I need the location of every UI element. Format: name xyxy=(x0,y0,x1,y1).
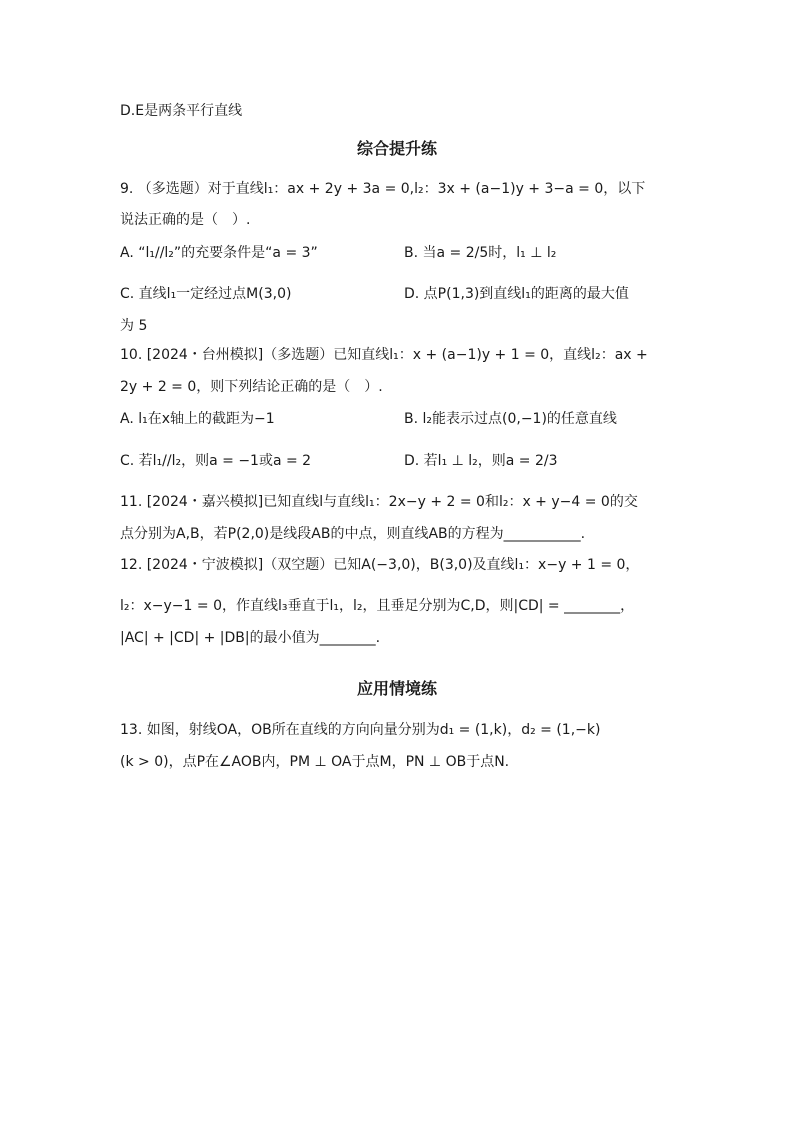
q13-stem-line1: 13. 如图，射线OA，OB所在直线的方向向量分别为d₁ = (1,k)，d₂ = (1,−k) xyxy=(120,722,601,738)
q13-stem-line2: (k > 0)，点P在∠AOB内，PM ⊥ OA于点M，PN ⊥ OB于点N. xyxy=(120,754,510,770)
q10-option-b: B. l₂能表示过点(0,−1)的任意直线 xyxy=(404,411,617,427)
q12-stem-line1: 12. [2024・宁波模拟]（双空题）已知A(−3,0)，B(3,0)及直线l₁：x−y + 1 = 0， xyxy=(120,557,640,573)
section-heading-application: 应用情境练 xyxy=(356,679,437,698)
q9-stem-line2: 说法正确的是（ ）. xyxy=(120,212,251,228)
q10-stem-line2: 2y + 2 = 0，则下列结论正确的是（ ）. xyxy=(120,379,383,395)
q9-stem-line1: 9. （多选题）对于直线l₁：ax + 2y + 3a = 0,l₂：3x + (a−1)y + 3−a = 0，以下 xyxy=(120,181,646,197)
section-heading-comprehensive: 综合提升练 xyxy=(356,139,437,158)
q12-stem-line3: |AC| + |CD| + |DB|的最小值为________. xyxy=(120,630,381,646)
q9-option-d-cont: 为 5 xyxy=(120,318,148,334)
q10-option-d: D. 若l₁ ⊥ l₂，则a = 2/3 xyxy=(404,453,558,469)
q9-option-d: D. 点P(1,3)到直线l₁的距离的最大值 xyxy=(404,286,629,302)
q9-option-c: C. 直线l₁一定经过点M(3,0) xyxy=(120,286,292,302)
q10-option-a: A. l₁在x轴上的截距为−1 xyxy=(120,411,275,427)
q10-option-c: C. 若l₁//l₂，则a = −1或a = 2 xyxy=(120,453,312,469)
q9-option-b: B. 当a = 2/5时，l₁ ⊥ l₂ xyxy=(404,245,557,261)
q8-option-d: D.E是两条平行直线 xyxy=(120,103,243,119)
q11-stem-line2: 点分别为A,B，若P(2,0)是线段AB的中点，则直线AB的方程为___________. xyxy=(120,526,586,542)
q10-stem-line1: 10. [2024・台州模拟]（多选题）已知直线l₁：x + (a−1)y + 1 = 0，直线l₂：ax + xyxy=(120,347,648,363)
q12-stem-line2: l₂：x−y−1 = 0，作直线l₃垂直于l₁，l₂，且垂足分别为C,D，则|CD| = ________， xyxy=(120,598,635,614)
q9-option-a: A. “l₁//l₂”的充要条件是“a = 3” xyxy=(120,245,318,261)
q11-stem-line1: 11. [2024・嘉兴模拟]已知直线l与直线l₁：2x−y + 2 = 0和l₂：x + y−4 = 0的交 xyxy=(120,494,638,510)
